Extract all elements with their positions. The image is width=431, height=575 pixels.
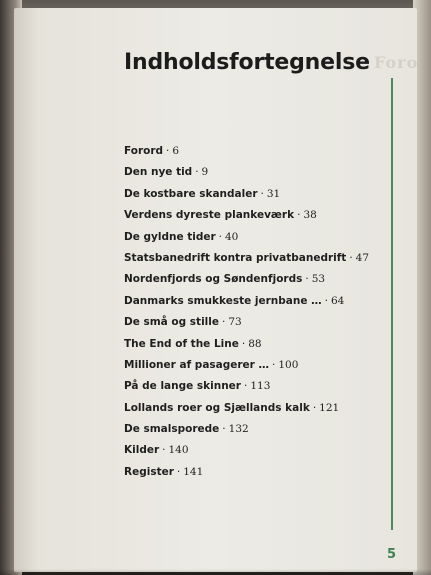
toc-entry-page: 141	[183, 465, 204, 478]
toc-entry-page: 73	[228, 316, 242, 329]
page-title: Indholdsfortegnelse	[124, 50, 370, 75]
toc-entry-title: The End of the Line	[124, 337, 239, 350]
toc-entry: Nordenfjords og Søndenfjords · 53	[124, 273, 326, 286]
toc-entry-title: De smalsporede	[124, 423, 220, 436]
toc-entry-title: Den nye tid	[124, 166, 193, 179]
toc-entry: Statsbanedrift kontra privatbanedrift · 47	[124, 251, 370, 264]
toc-entry-title: Verdens dyreste plankeværk	[124, 209, 295, 222]
toc-entry: Lollands roer og Sjællands kalk · 121	[124, 401, 340, 414]
toc-entry-page: 121	[319, 401, 340, 414]
toc-entry-title: Lollands roer og Sjællands kalk	[124, 401, 310, 414]
toc-entry-page: 64	[330, 294, 345, 307]
toc-entry-page: 38	[303, 209, 317, 222]
toc-entry: Den nye tid · 9	[124, 166, 209, 179]
toc-entry-page: 40	[225, 230, 239, 243]
toc-entry-title: Danmarks smukkeste jernbane …	[124, 294, 322, 307]
toc-entry-page: 53	[311, 273, 326, 286]
toc-entry-page: 9	[201, 166, 209, 179]
toc-entry-page: 132	[228, 423, 249, 436]
toc-entry-title: De små og stille	[124, 316, 219, 329]
toc-entry-title: Millioner af pasagerer …	[124, 358, 270, 371]
toc-entry: De små og stille · 73	[124, 316, 242, 329]
book-page	[14, 8, 417, 572]
toc-entry: The End of the Line · 88	[124, 337, 262, 350]
toc-entry: Register · 141	[124, 465, 204, 478]
toc-entry-title: Kilder	[124, 444, 160, 457]
toc-entry: Verdens dyreste plankeværk · 38	[124, 209, 317, 222]
vertical-rule	[391, 78, 393, 530]
show-through-text: Foro	[374, 53, 419, 72]
toc-entry-title: Register	[124, 465, 174, 478]
toc-entry-title: De gyldne tider	[124, 230, 216, 243]
toc-entry: Danmarks smukkeste jernbane … · 64	[124, 294, 345, 307]
toc-entry-page: 88	[248, 337, 262, 350]
toc-entry-page: 47	[355, 251, 370, 264]
toc-entry: Kilder · 140	[124, 444, 189, 457]
toc-entry-title: Statsbanedrift kontra privatbanedrift	[124, 251, 347, 264]
toc-entry-title: De kostbare skandaler	[124, 187, 258, 200]
bottom-shadow	[0, 569, 431, 575]
toc-entry-title: Forord	[124, 145, 164, 157]
toc-entry-page: 100	[278, 358, 299, 371]
toc-entry-title: På de lange skinner	[124, 380, 241, 393]
toc-entry: De smalsporede · 132	[124, 423, 249, 436]
toc-entry: Millioner af pasagerer … · 100	[124, 358, 299, 371]
toc-entry: På de lange skinner · 113	[124, 380, 271, 393]
toc-entry-title: Nordenfjords og Søndenfjords	[124, 273, 303, 286]
toc-entry-page: 31	[266, 187, 281, 200]
toc-entry-page: 6	[172, 145, 180, 157]
toc-entry: De gyldne tider · 40	[124, 230, 239, 243]
table-of-contents	[124, 141, 369, 483]
toc-entry: Forord · 6	[124, 145, 180, 157]
toc-entry-page: 140	[168, 444, 189, 457]
page-number: 5	[387, 547, 397, 562]
toc-entry-page: 113	[250, 380, 271, 393]
toc-entry: De kostbare skandaler · 31	[124, 187, 281, 200]
